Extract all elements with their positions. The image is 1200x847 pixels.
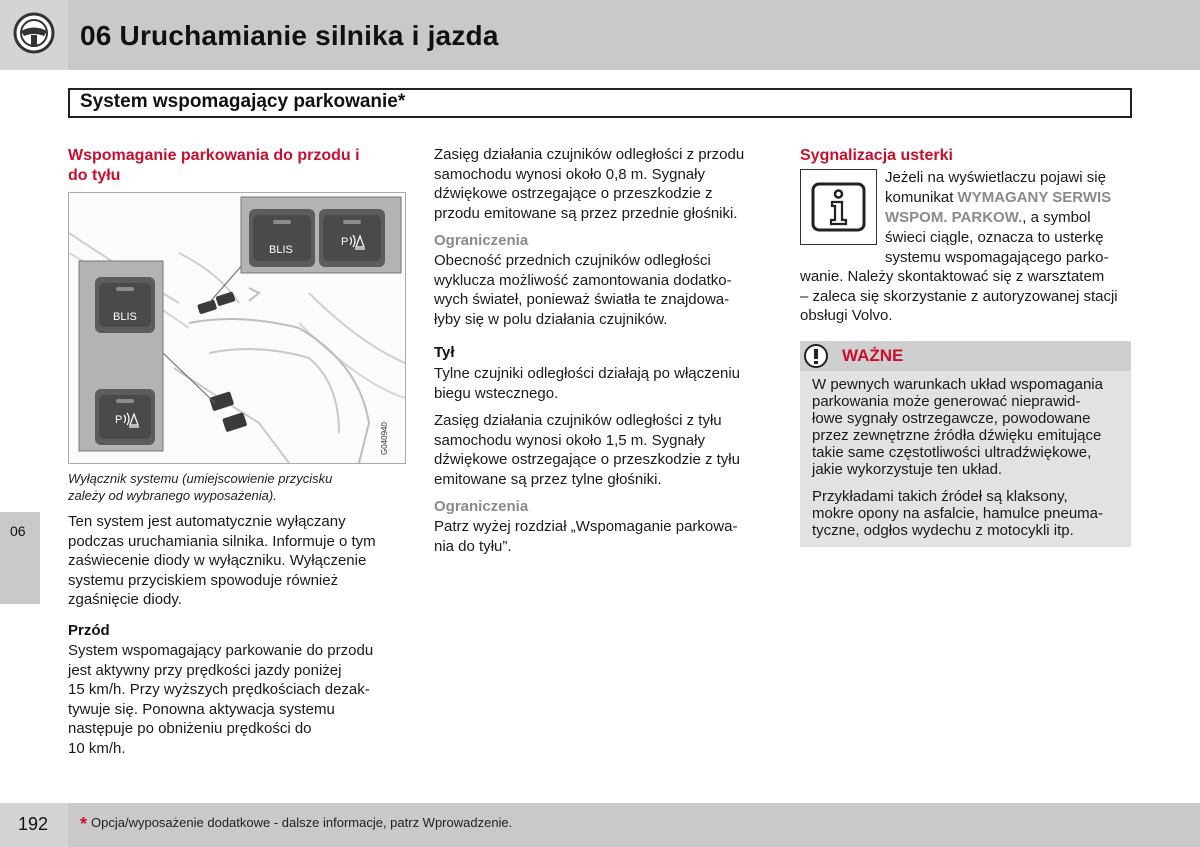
fault-text-symbol: , a symbol xyxy=(1022,209,1091,226)
fault-paragraph-rest: wanie. Należy skontaktować się z warsztatem – zaleca się skorzystanie z autoryzowanej stacji obsługi Volvo. xyxy=(800,268,1118,324)
fault-line-3 xyxy=(885,208,1145,228)
steering-wheel-icon xyxy=(0,0,68,70)
fault-text-message: komunikat xyxy=(885,189,958,206)
fault-line-2 xyxy=(885,188,1145,208)
warning-exclamation-icon xyxy=(802,343,830,369)
front-heading: Przód xyxy=(68,622,110,639)
limits-heading-2: Ograniczenia xyxy=(434,498,529,515)
figure-caption: Wyłącznik systemu (umiejscowienie przycisku zależy od wybranego wyposażenia). xyxy=(68,471,333,503)
fault-line-4: świeci ciągle, oznacza to usterkę xyxy=(885,229,1104,246)
important-paragraph-1: W pewnych warunkach układ wspomagania parkowania może generować nieprawid- łowe sygnały ostrzegawcze, powodowane przez zewnętrzne źródła dźwięku emitujące takie same częstotliwości ultradźwiękowe, jakie wykorzystuje ten układ. xyxy=(812,376,1103,478)
footnote-text: Opcja/wyposażenie dodatkowe - dalsze informacje, patrz Wprowadzenie. xyxy=(91,815,513,830)
important-paragraph-2: Przykładami takich źródeł są klaksony, mokre opony na asfalcie, hamulce pneuma- tyczne, odgłos wydechu z motocykli itp. xyxy=(812,488,1103,539)
limits-paragraph-2: Patrz wyżej rozdział „Wspomaganie parkowa- nia do tyłu”. xyxy=(434,518,738,555)
side-tab-label: 06 xyxy=(10,523,26,539)
header-icon-box xyxy=(0,0,68,70)
page-number: 192 xyxy=(18,814,49,834)
console-drawing xyxy=(69,193,405,463)
middle-paragraph-1: Zasięg działania czujników odległości z przodu samochodu wynosi około 0,8 m. Sygnały dźwiękowe ostrzegające o przeszkodzie z przodu emitowane są przez przednie głośniki. xyxy=(434,146,745,222)
svg-text:P: P xyxy=(341,236,349,248)
important-title: WAŻNE xyxy=(842,346,904,365)
info-icon xyxy=(801,170,876,244)
blis-button-label-left: BLIS xyxy=(113,311,137,323)
chapter-title: 06 Uruchamianie silnika i jazda xyxy=(80,20,499,51)
rear-paragraph-2: Zasięg działania czujników odległości z tyłu samochodu wynosi około 1,5 m. Sygnały dźwiękowe ostrzegające o przeszkodzie z tyłu emitowane są przez tylne głośniki. xyxy=(434,412,740,488)
switch-illustration xyxy=(68,192,406,464)
rear-paragraph-1: Tylne czujniki odległości działają po włączeniu biegu wstecznego. xyxy=(434,365,740,402)
svg-text:P: P xyxy=(115,414,123,426)
info-symbol-box xyxy=(800,169,877,245)
fault-message-part-2: WSPOM. PARKOW. xyxy=(885,209,1023,226)
section-title: System wspomagający parkowanie* xyxy=(80,91,406,112)
figure-code: G040940 xyxy=(380,422,389,455)
fault-message-part-1: WYMAGANY SERWIS xyxy=(957,189,1112,206)
limits-paragraph-1: Obecność przednich czujników odległości wyklucza możliwość zamontowania dodatko- wych świateł, ponieważ światła te znajdowa- łyby się w polu działania czujników. xyxy=(434,252,732,328)
fault-line-1: Jeżeli na wyświetlaczu pojawi się xyxy=(885,169,1106,186)
rear-heading: Tył xyxy=(434,344,455,361)
footnote-star: * xyxy=(80,814,88,834)
limits-heading-1: Ograniczenia xyxy=(434,232,529,249)
front-paragraph: System wspomagający parkowanie do przodu jest aktywny przy prędkości jazdy poniżej 15 km/h. Przy wyższych prędkościach dezak- tywuje się. Ponowna aktywacja systemu następuje po obniżeniu prędkości do 10 km/h. xyxy=(68,642,374,757)
fault-heading: Sygnalizacja usterki xyxy=(800,147,953,164)
footnote xyxy=(80,814,512,835)
fault-line-5: systemu wspomagającego parko- xyxy=(885,249,1109,266)
left-paragraph-1: Ten system jest automatycznie wyłączany podczas uruchamiania silnika. Informuje o tym zaświecenie diody w wyłączniku. Wyłączenie systemu przyciskiem spowoduje również zgaśnięcie diody. xyxy=(68,513,376,608)
blis-button-label-top: BLIS xyxy=(269,244,293,256)
left-heading: Wspomaganie parkowania do przodu i do tyłu xyxy=(68,147,360,184)
